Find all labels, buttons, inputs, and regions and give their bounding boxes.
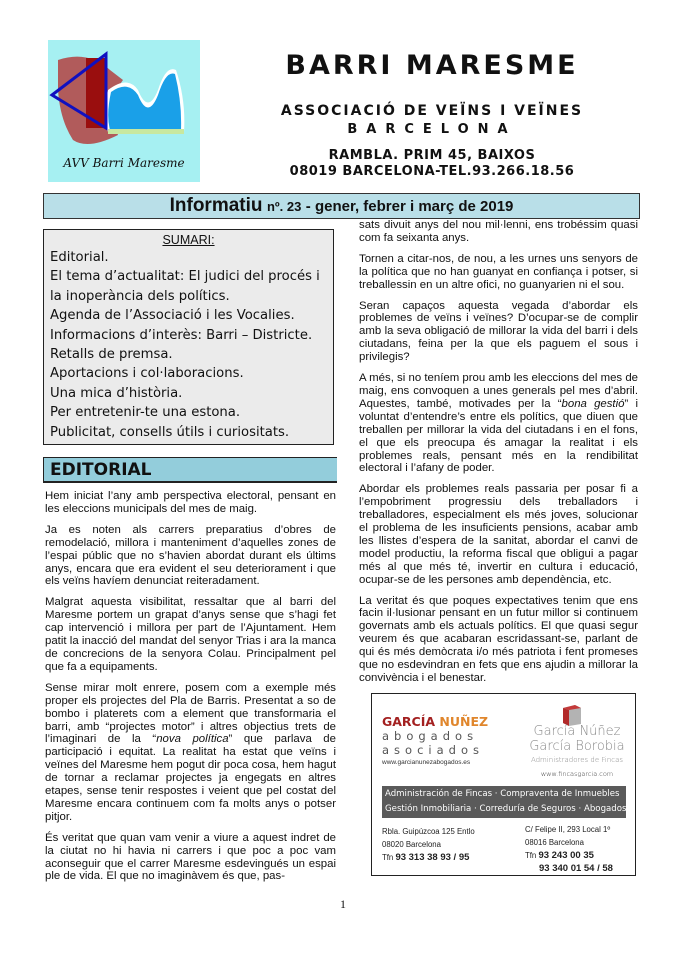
firm1-line2: asociados bbox=[382, 743, 484, 757]
services-banner bbox=[382, 786, 626, 818]
paragraph: Sense mirar molt enrere, posem com a exemple més proper els projectes del Pla de Barris. Presentat a so de bombo i platerets com a element que transformaria el barri, amb “projectes motor” i altres objectius trets de l’imaginari de la “nova política” que parlava de participació i equitat. La realitat ha estat que veïns i veïnes del Maresme hem pogut dir poca cosa, hem hagut de tornar a reclamar projectes ja engegats en altres etapes, sense tenir respostes i veient que pel costat del Maresme encara continuem com fa molts anys o potser pitjor. bbox=[45, 681, 336, 823]
issue-label: Informatiu bbox=[169, 195, 263, 216]
office2-phone-label: Tfn bbox=[525, 851, 537, 860]
paragraph: sats divuit anys del nou mil·lenni, ens trobéssim quasi com fa seixanta anys. bbox=[359, 219, 638, 244]
firm1-url[interactable]: www.garcianunezabogados.es bbox=[382, 759, 471, 766]
page-number: 1 bbox=[340, 897, 346, 911]
firm1-name-part1: GARCÍA bbox=[382, 714, 436, 729]
issue-banner bbox=[43, 193, 640, 219]
paragraph: Malgrat aquesta visibilitat, ressaltar que al barri del Maresme portem un grapat d’anys sense que s’hagi fet cap intervenció i millora per part de l’Ajuntament. Hem patit la inacció del mandat del senyor Trias i ara la manca de concrecions de la senyora Colau. Principalment pel que fa a equipaments. bbox=[45, 596, 336, 673]
toc-item: Informacions d’interès: Barri – Districte. bbox=[50, 327, 313, 343]
firm2-line3: Administradores de Fincas bbox=[530, 756, 624, 764]
toc-item: Agenda de l’Associació i les Vocalies. bbox=[50, 308, 295, 324]
firm2-line2: García Borobia bbox=[529, 739, 625, 754]
office2-phone2: 93 340 01 54 / 58 bbox=[539, 863, 613, 874]
toc-item: Retalls de premsa. bbox=[50, 347, 173, 363]
firm1-name-part2: NUÑEZ bbox=[439, 714, 489, 729]
office2-phone: 93 243 00 35 bbox=[538, 850, 594, 861]
paragraph: Abordar els problemes reals passaria per posar fi a l’empobriment progressiu dels treballadors i treballadores, especialment els més joves, solucionar el problema de les insuficients pensions, acabar amb les llistes d’espera de la sanitat, abordar el canvi de model productiu, la reforma fiscal que obligui a pagar més al que més té, invertir en cultura i educació, ocupar-se de les persones amb dependència, etc. bbox=[359, 483, 638, 586]
services-line2: Gestión Inmobiliaria · Correduría de Seguros · Abogados bbox=[385, 804, 626, 814]
firm2-line1: García Núñez bbox=[533, 724, 621, 739]
paragraph: Seran capaços aquesta vegada d’abordar els problemes de veïns i veïnes? D’ocupar-se de complir amb la seva obligació de millorar la vida del barri i dels ciutadans, feina per la que els paguem el sous i privilegis? bbox=[359, 299, 638, 364]
office2-city: 08016 Barcelona bbox=[525, 838, 584, 847]
paragraph: La veritat és que poques expectatives tenim que ens facin il·lusionar pensant en un futur millor si continuem governats amb els actuals polítics. El que quasi segur veurem és que acabaran escridassant-se, parlant de qui és més demòcrata i/o més patriota i fent promeses que no esdevindran en fets que ens ajudin a millorar la convivència i el benestar. bbox=[359, 594, 638, 684]
association-logo bbox=[48, 40, 200, 182]
firm2-url[interactable]: www.fincasgarcia.com bbox=[540, 770, 614, 778]
cube-logo-icon bbox=[561, 704, 583, 726]
toc-heading: SUMARI: bbox=[162, 233, 215, 247]
firm1-name bbox=[382, 714, 488, 729]
issue-number: nº. 23 bbox=[266, 199, 302, 214]
newsletter-title: BARRI MARESME bbox=[285, 50, 579, 81]
office1-city: 08020 Barcelona bbox=[382, 840, 441, 849]
paragraph: Tornen a citar-nos, de nou, a les urnes uns senyors de la política que no han guanyat en confiança i potser, si treballessin en un altre ofici, no guanyarien ni el sou. bbox=[359, 252, 638, 291]
editorial-right-column bbox=[359, 219, 638, 693]
office2-address bbox=[525, 823, 613, 875]
logo-caption: AVV Barri Maresme bbox=[63, 156, 185, 170]
paragraph: Ja es noten als carrers preparatius d’obres de remodelació, millora i manteniment d’aquelles zones de l’espai públic que no s’havien abordat durant els últims anys, encara que era evident el seu deteriorament i que els veïns havíem denunciat reiteradament. bbox=[45, 523, 336, 588]
association-city: BARCELONA bbox=[347, 122, 517, 137]
issue-period: - gener, febrer i març de 2019 bbox=[305, 198, 514, 215]
office1-street: Rbla. Guipúzcoa 125 Entlo bbox=[382, 827, 475, 836]
editorial-heading: EDITORIAL bbox=[43, 457, 337, 483]
italic-term: bona gestió bbox=[561, 397, 625, 410]
address-line-2: 08019 BARCELONA-TEL.93.266.18.56 bbox=[289, 164, 575, 179]
paragraph: És veritat que quan vam venir a viure a aquest indret de la ciutat no hi havia ni carrers i que poc a poc vam aconseguir que el carrer Maresme esdevingués un espai ple de vida. El que no imaginàvem és que, pas- bbox=[45, 831, 336, 883]
italic-term: nova política bbox=[156, 733, 229, 746]
toc-item: El tema d’actualitat: El judici del procés i la inoperància dels polítics. bbox=[50, 269, 320, 304]
services-line1: Administración de Fincas · Compraventa de Inmuebles bbox=[385, 789, 620, 799]
toc-item: Una mica d’història. bbox=[50, 385, 183, 401]
table-of-contents bbox=[43, 229, 334, 445]
editorial-left-column bbox=[45, 490, 336, 891]
toc-item: Editorial. bbox=[50, 250, 109, 265]
paragraph: A més, si no teníem prou amb les eleccions del mes de maig, ens convoquen a unes generals pel mes d’abril. Aquestes, també, motivades per la “bona gestió” i voluntat d’entendre’s entre els polítics, que diuen que treballen per millorar la vida del ciutadans i en el fons, el que els preocupa és amagar la realitat i els problemes reals, pensant més en la rendibilitat electoral i l’afany de poder. bbox=[359, 372, 638, 475]
office1-phone-label: Tfn bbox=[382, 853, 394, 862]
office1-address bbox=[382, 825, 475, 864]
toc-item: Per entretenir-te una estona. bbox=[50, 405, 241, 421]
office1-phone: 93 313 38 93 / 95 bbox=[395, 852, 470, 863]
toc-item: Publicitat, consells útils i curiositats. bbox=[50, 424, 290, 440]
paragraph: Hem iniciat l’any amb perspectiva electoral, pensant en les eleccions municipals del mes de maig. bbox=[45, 490, 336, 515]
toc-item: Aportacions i col·laboracions. bbox=[50, 366, 244, 382]
law-firm-advertisement bbox=[371, 693, 636, 876]
address-line-1: RAMBLA. PRIM 45, BAIXOS bbox=[328, 148, 536, 163]
association-name: ASSOCIACIÓ DE VEÏNS I VEÏNES bbox=[280, 103, 584, 119]
firm1-line1: abogados bbox=[382, 729, 479, 743]
office2-street: C/ Felipe II, 293 Local 1º bbox=[525, 825, 611, 834]
